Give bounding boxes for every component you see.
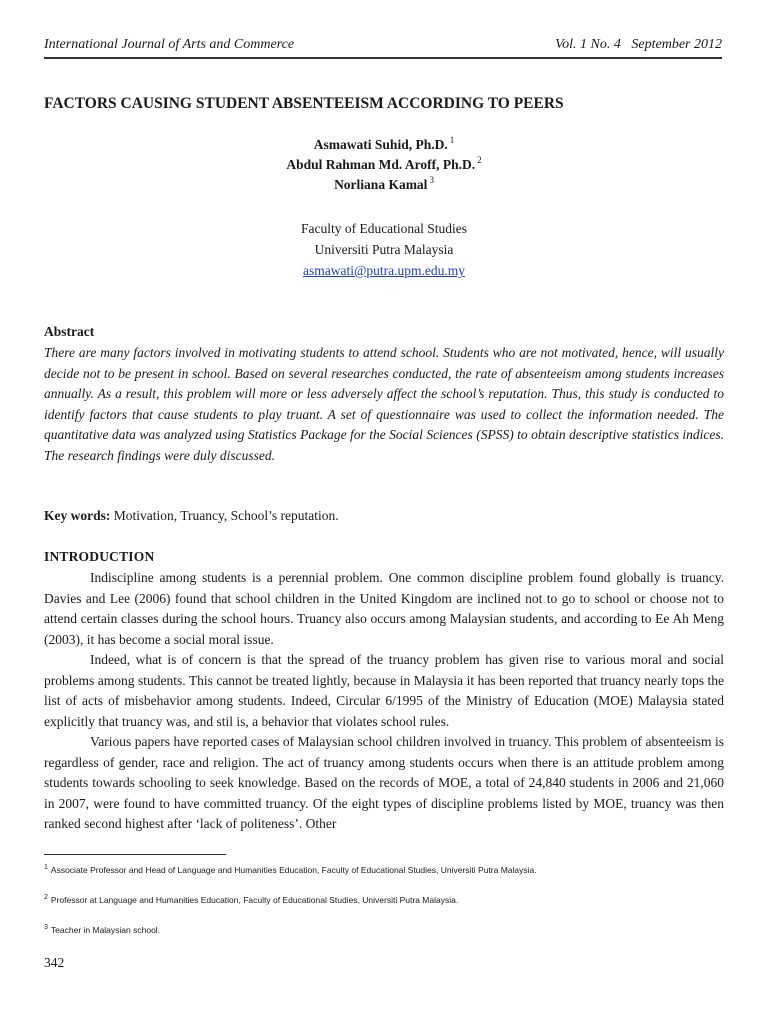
author-3: Norliana Kamal $^3$ [334,175,434,192]
page-number: 342 [44,955,65,970]
running-header [44,36,722,54]
intro-paragraph-3: Various papers have reported cases of Malaysian school children involved in truancy. This problem of absenteeism is regardless of gender, race and religion. The act of truancy among students occurs when there is an attitude problem among students towards schooling to seek knowledge. Based on the records of MOE, a total of 24,840 students in 2006 and 21,060 in 2007, were found to have committed truancy. Of the eight types of discipline problems listed by MOE, truancy was then ranked second highest after ‘lack of politeness’. Other [44,734,724,831]
author-list [0,135,768,195]
paper-title: FACTORS CAUSING STUDENT ABSENTEEISM ACCORDING TO PEERS [44,95,564,112]
author-1: Asmawati Suhid, Ph.D. $^1$ [313,135,455,152]
footnote-2: $^2$ Professor at Language and Humanities Education, Faculty of Educational Studies, Universiti Putra Malaysia. [44,894,459,905]
footnote-1: $^1$ Associate Professor and Head of Language and Humanities Education, Faculty of Educational Studies, Universiti Putra Malaysia. [44,864,537,875]
email-link[interactable]: asmawati@putra.upm.edu.my [302,263,466,278]
author-2: Abdul Rahman Md. Aroff, Ph.D. $^2$ [286,155,482,172]
abstract-heading: Abstract [44,324,95,339]
footnote-rule [44,854,226,855]
introduction-body [44,568,724,835]
affiliation [0,218,768,281]
issue-info: Vol. 1 No. 4 September 2012 [555,37,722,52]
abstract-text: There are many factors involved in motivating students to attend school. Students who are not motivated, hence, will usually decide not to be present in school. Based on several researches conducted, the rate of absenteeism among students increases annually. As a result, this problem will more or less adversely affect the school’s reputation. Thus, this study is conducted to identify factors that cause students to play truant. A set of questionnaire was used to collect the information needed. The quantitative data was analyzed using Statistics Package for the Social Sciences (SPSS) to obtain descriptive statistics indices. The research findings were duly discussed. [44,345,724,463]
faculty-name: Faculty of Educational Studies [300,221,468,236]
university-name: Universiti Putra Malaysia [314,242,454,257]
keywords [44,506,339,526]
introduction-heading: INTRODUCTION [44,549,155,564]
keywords-label: Key words: [44,508,111,523]
intro-paragraph-2: Indeed, what is of concern is that the spread of the truancy problem has given rise to various moral and social problems among students. This cannot be treated lightly, because in Malaysia it has been reported that truancy nearly tops the list of acts of misbehavior among students. Indeed, Circular 6/1995 of the Ministry of Education (MOE) Malaysia stated explicitly that truancy was, and stil is, a behavior that violates school rules. [44,652,724,729]
header-rule [44,57,722,59]
journal-name: International Journal of Arts and Commerce [44,37,295,52]
intro-paragraph-1: Indiscipline among students is a perennial problem. One common discipline problem found globally is truancy. Davies and Lee (2006) found that school children in the United Kingdom are inclined not to go to school or choose not to attend certain classes during the school hours. Truancy also occurs among Malaysian students, and according to Ee Ah Meng (2003), it has become a social moral issue. [44,570,724,647]
keywords-text: Motivation, Truancy, School’s reputation. [113,508,339,523]
footnote-3: $^3$ Teacher in Malaysian school. [44,924,161,935]
